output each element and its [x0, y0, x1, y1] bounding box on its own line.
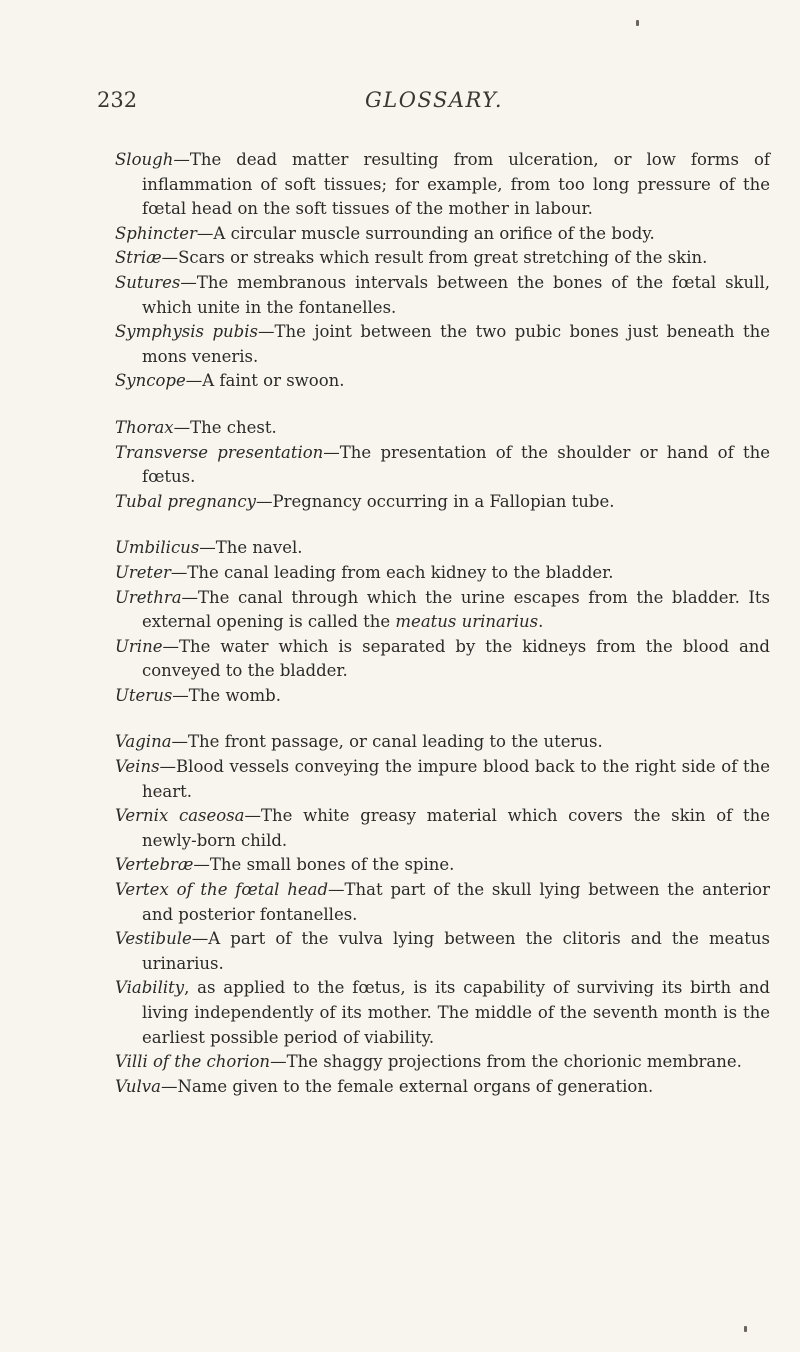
- entry-term: Thorax: [115, 417, 174, 437]
- glossary-entry: [115, 246, 770, 271]
- glossary-entry: [115, 635, 770, 684]
- entry-definition: —Name given to the female external organs of generation.: [160, 1076, 654, 1096]
- entry-term: Viability: [115, 978, 185, 998]
- entry-definition: —A faint or swoon.: [185, 371, 345, 391]
- entry-italic-phrase: meatus urinarius: [395, 612, 539, 632]
- entry-definition: —The small bones of the spine.: [193, 855, 455, 875]
- entry-term: Sphincter: [115, 223, 197, 243]
- page-header: [97, 88, 757, 118]
- glossary-entry: [115, 976, 770, 1050]
- entry-definition: —A circular muscle surrounding an orifice of the body.: [196, 223, 655, 243]
- entry-term: Vernix caseosa: [115, 806, 245, 826]
- glossary-entry: [115, 684, 770, 709]
- entry-term: Striæ: [115, 248, 162, 268]
- glossary-entry: [115, 561, 770, 586]
- glossary-entry: [115, 804, 770, 853]
- entry-definition: —The navel.: [199, 538, 303, 558]
- glossary-entry: [115, 148, 770, 222]
- glossary-entry: [115, 927, 770, 976]
- entry-tail: .: [538, 612, 544, 632]
- glossary-entry: [115, 536, 770, 561]
- entry-definition: , as applied to the fœtus, is its capability of surviving its birth and living independently of its mother. The middle of the seventh month is the earliest possible period of viability.: [142, 978, 770, 1047]
- glossary-entry: [115, 853, 770, 878]
- entry-definition: —The membranous intervals between the bones of the fœtal skull, which unite in the fontanelles.: [142, 272, 770, 317]
- entry-definition: —The chest.: [173, 417, 277, 437]
- entry-term: Tubal pregnancy: [115, 491, 256, 511]
- entry-term: Vagina: [115, 732, 172, 752]
- glossary-body: [115, 148, 770, 1121]
- entry-term: Vertex of the fœtal head: [115, 880, 329, 900]
- glossary-entry: [115, 369, 770, 394]
- entry-definition: —The canal leading from each kidney to the bladder.: [170, 562, 614, 582]
- glossary-entry: [115, 730, 770, 755]
- page-number: 232: [97, 88, 138, 112]
- entry-definition: —Blood vessels conveying the impure blood back to the right side of the heart.: [142, 757, 770, 801]
- entry-definition: —Scars or streaks which result from great stretching of the skin.: [161, 248, 708, 268]
- glossary-section: [115, 416, 770, 514]
- entry-definition: —A part of the vulva lying between the clitoris and the meatus urinarius.: [142, 929, 770, 973]
- entry-term: Umbilicus: [115, 538, 200, 558]
- print-speck: [744, 1326, 747, 1332]
- entry-definition: —The joint between the two pubic bones just beneath the mons veneris.: [142, 322, 770, 366]
- entry-definition: —The presentation of the shoulder or hand of the fœtus.: [142, 442, 770, 487]
- glossary-entry: [115, 416, 770, 441]
- glossary-entry: [115, 222, 770, 247]
- glossary-entry: [115, 878, 770, 927]
- entry-definition: —The white greasy material which covers the skin of the newly-born child.: [142, 806, 770, 850]
- entry-term: Vestibule: [115, 929, 192, 949]
- glossary-entry: [115, 1050, 770, 1075]
- entry-term: Syncope: [115, 371, 186, 391]
- running-head: GLOSSARY.: [365, 88, 504, 112]
- entry-definition: —That part of the skull lying between the anterior and posterior fontanelles.: [142, 880, 770, 924]
- glossary-entry: [115, 1075, 770, 1100]
- entry-term: Urine: [115, 636, 163, 656]
- entry-definition: —The front passage, or canal leading to the uterus.: [171, 732, 603, 752]
- entry-term: Sutures: [115, 272, 181, 292]
- glossary-section: [115, 148, 770, 394]
- entry-term: Uterus: [115, 685, 173, 705]
- entry-term: Slough: [115, 150, 174, 169]
- print-speck: [636, 20, 639, 26]
- entry-term: Ureter: [115, 562, 171, 582]
- glossary-entry: [115, 755, 770, 804]
- entry-term: Villi of the chorion: [115, 1052, 271, 1072]
- glossary-entry: [115, 490, 770, 515]
- entry-term: Vulva: [115, 1076, 161, 1096]
- glossary-entry: [115, 586, 770, 635]
- entry-definition: —The womb.: [172, 685, 281, 705]
- entry-term: Transverse presentation: [115, 442, 324, 462]
- entry-definition: —Pregnancy occurring in a Fallopian tube.: [255, 491, 615, 511]
- entry-term: Veins: [115, 757, 160, 777]
- entry-definition: —The dead matter resulting from ulceration, or low forms of inflammation of soft tissues; for example, from too long pressure of the fœtal head on the soft tissues of the mother in labour.: [142, 150, 770, 219]
- entry-definition: —The canal through which the urine escapes from the bladder. Its external opening is called the: [142, 587, 770, 632]
- glossary-section: [115, 536, 770, 708]
- glossary-section: [115, 730, 770, 1099]
- entry-term: Vertebræ: [115, 855, 194, 875]
- entry-term: Symphysis pubis: [115, 322, 258, 342]
- entry-definition: —The shaggy projections from the chorionic membrane.: [270, 1052, 742, 1072]
- glossary-entry: [115, 320, 770, 369]
- glossary-entry: [115, 441, 770, 490]
- entry-definition: —The water which is separated by the kidneys from the blood and conveyed to the bladder.: [142, 636, 770, 681]
- glossary-entry: [115, 271, 770, 320]
- entry-term: Urethra: [115, 587, 182, 607]
